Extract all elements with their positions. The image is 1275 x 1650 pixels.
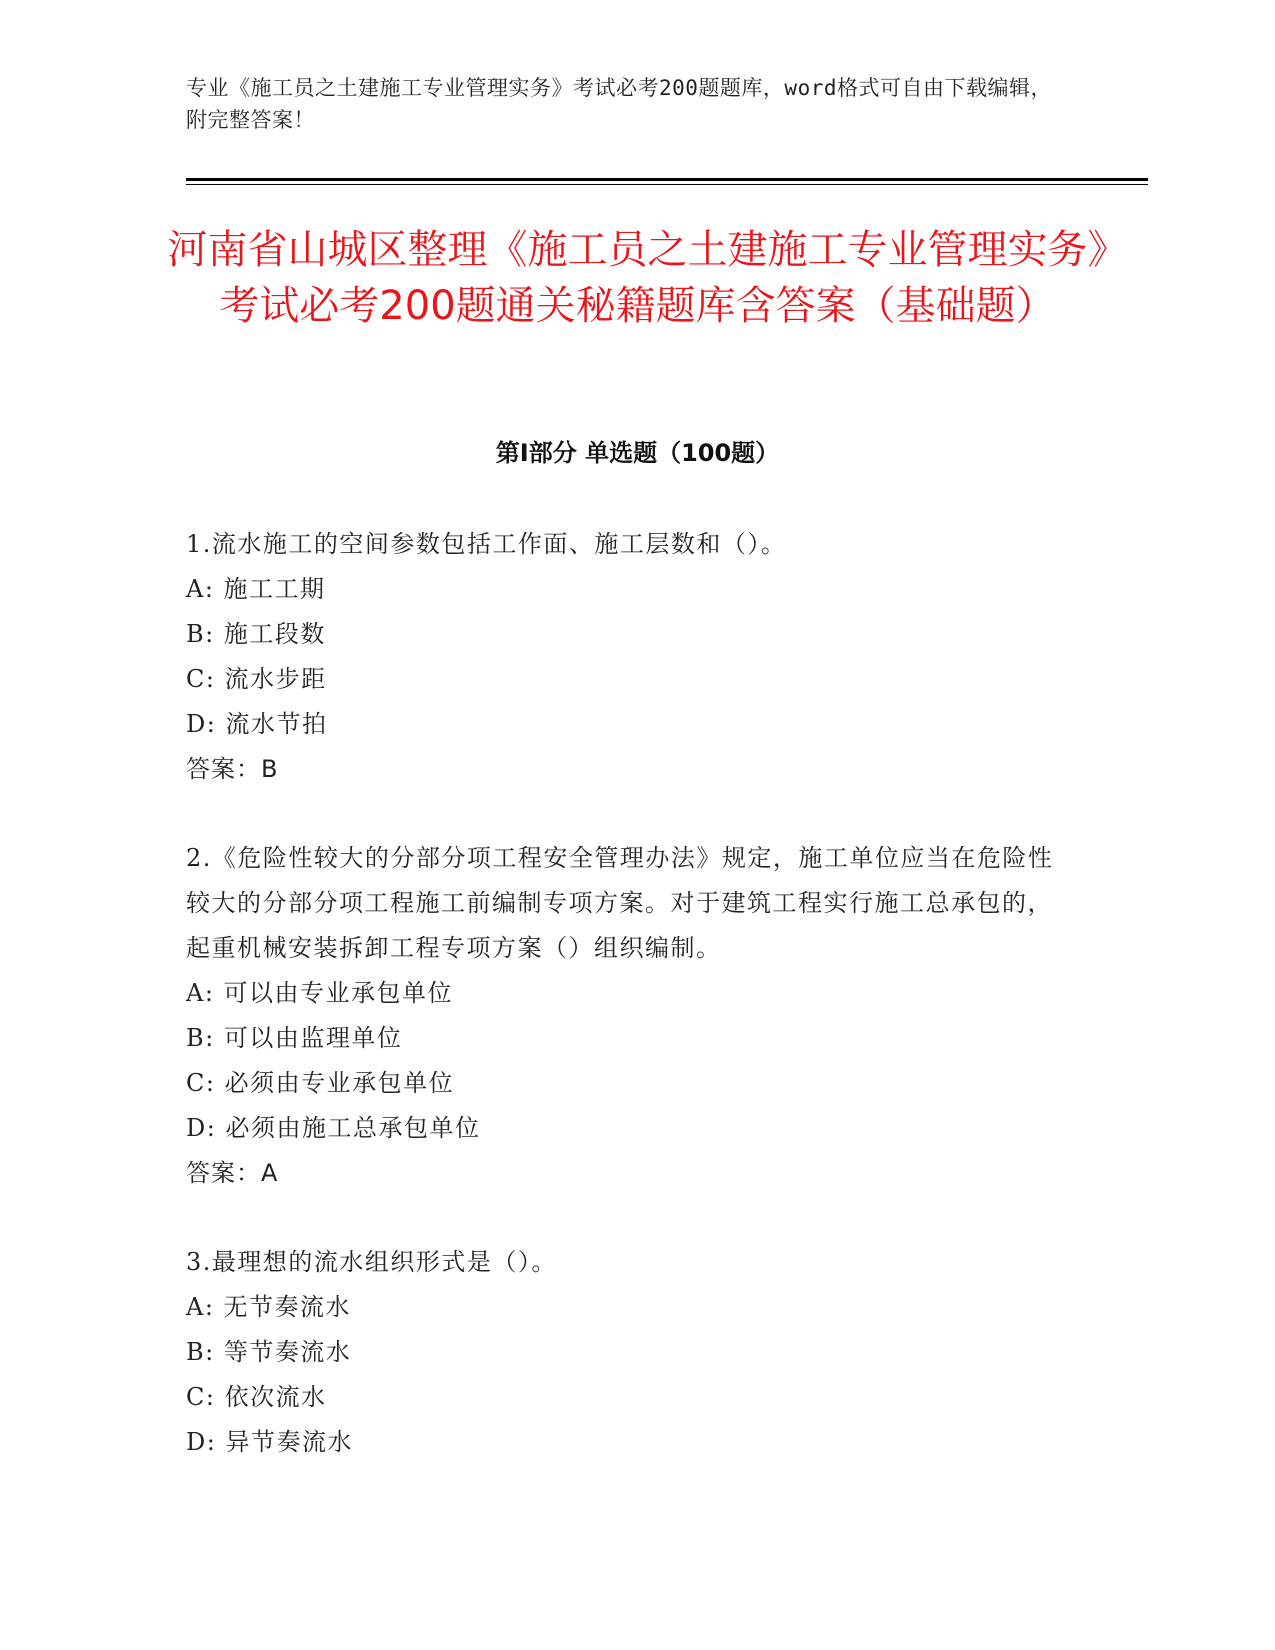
question-answer: 答案：A [186,1159,279,1187]
question-2 [186,836,1066,1196]
option-b: B: 等节奏流水 [186,1338,352,1366]
option-c: C: 必须由专业承包单位 [186,1069,455,1097]
option-b: B: 可以由监理单位 [186,1024,403,1052]
header-rule-thick [186,178,1148,181]
question-1 [186,522,1066,792]
header-rule-thin [186,184,1148,185]
question-list [186,522,1066,1465]
question-stem: 1.流水施工的空间参数包括工作面、施工层数和（）。 [186,530,787,558]
option-c: C: 流水步距 [186,665,327,693]
option-a: A: 施工工期 [186,575,326,603]
option-d: D: 必须由施工总承包单位 [186,1114,481,1142]
option-a: A: 可以由专业承包单位 [186,979,454,1007]
question-3 [186,1240,1066,1465]
option-c: C: 依次流水 [186,1383,327,1411]
header-note: 专业《施工员之土建施工专业管理实务》考试必考200题题库，word格式可自由下载编辑，附完整答案！ [186,76,1052,132]
option-b: B: 施工段数 [186,620,326,648]
question-stem: 2.《危险性较大的分部分项工程安全管理办法》规定，施工单位应当在危险性较大的分部分项工程施工前编制专项方案。对于建筑工程实行施工总承包的，起重机械安装拆卸工程专项方案（）组织编制。 [186,844,1054,962]
question-answer: 答案：B [186,755,279,783]
option-d: D: 流水节拍 [186,710,328,738]
question-stem: 3.最理想的流水组织形式是（）。 [186,1248,557,1276]
option-d: D: 异节奏流水 [186,1428,353,1456]
option-a: A: 无节奏流水 [186,1293,352,1321]
section-title: 第Ⅰ部分 单选题（100题） [495,439,780,467]
document-title: 河南省山城区整理《施工员之土建施工专业管理实务》考试必考200题通关秘籍题库含答案（基础题） [167,227,1108,329]
